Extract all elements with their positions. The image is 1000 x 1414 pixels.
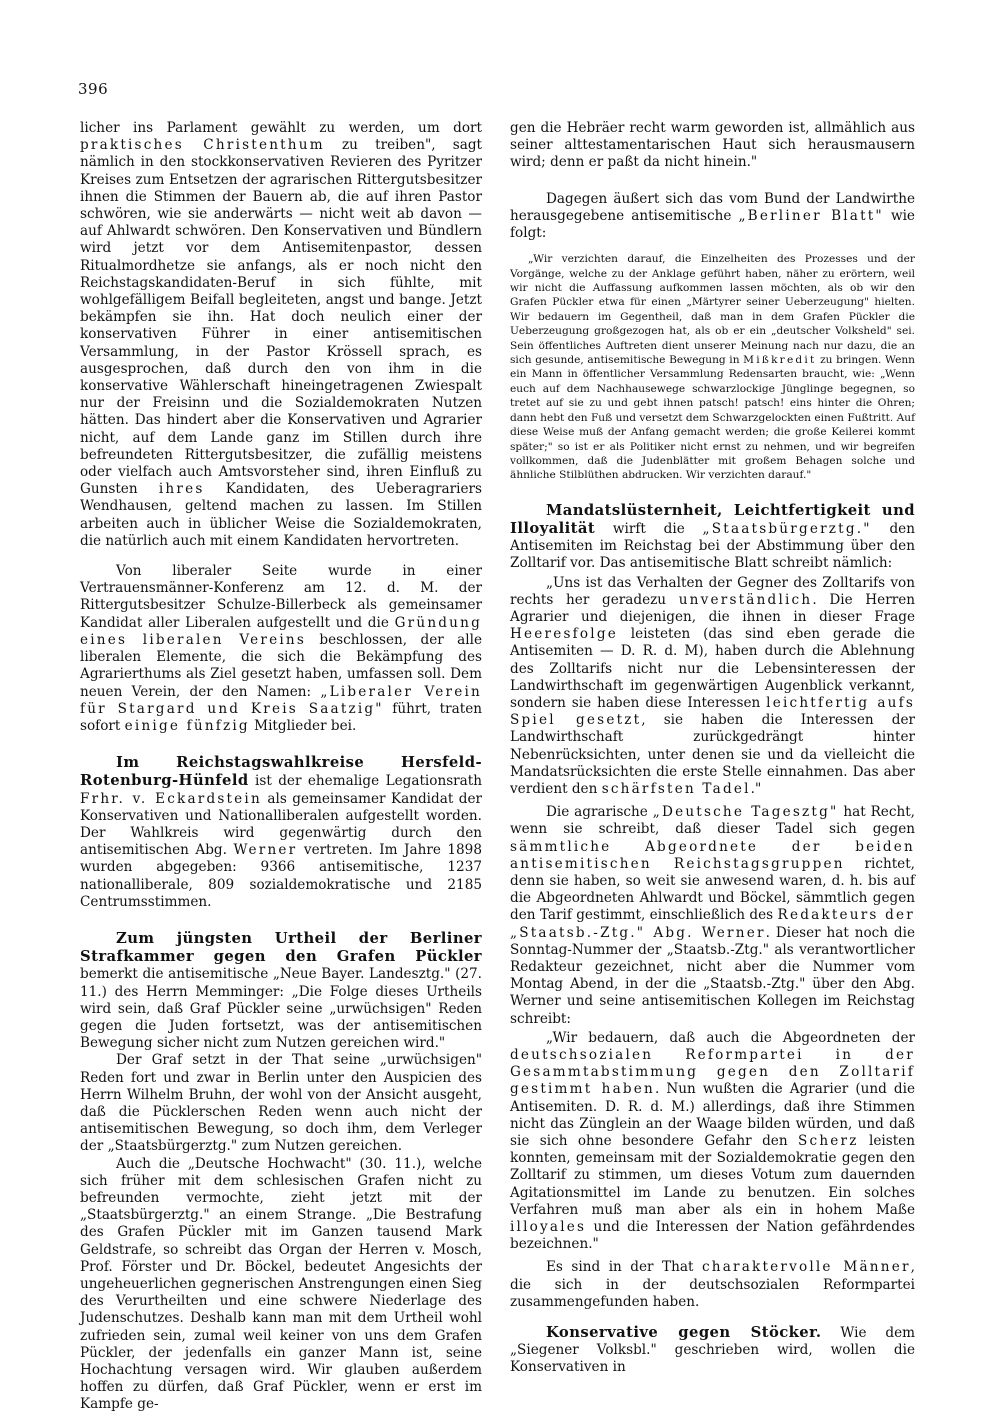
emphasis-text: deutschsozialen Reformpartei in der Gesammtabstimmung gegen den Zolltarif gestimmt haben [510,1047,915,1098]
left-column [80,120,482,1414]
quotation [510,575,915,799]
emphasis-text: unverständlich [678,591,813,608]
paragraph [80,120,482,550]
text-run: licher ins Parlament gewählt zu werden, um dort [80,120,482,136]
text-run: vertreten. Im Jahre 1898 wurden abgegeben: 9366 antisemitische, 1237 nationalliberale, 809 sozialdemokratische und 2185 Centrumsstimmen. [80,842,482,910]
text-run: ." [750,780,762,797]
emphasis-text: charaktervolle Männer [701,1259,911,1276]
text-run: „Wir bedauern, daß auch die Abgeordneten der [546,1029,915,1046]
emphasis-text: illoyales [510,1219,587,1236]
text-run: . Die Herren Agrarier und diejenigen, die ihnen in dieser Frage [510,591,916,625]
paragraph: Der Graf setzt in der That seine „urwüchsigen" Reden fort und zwar in Berlin unter den Auspicien des Herrn Wilhelm Bruhn, der wohl von der Ansicht ausgeht, daß die Pücklerschen Reden wenn auch nicht der antisemitischen Bewegung, so doch ihm, dem Verleger der „Staatsbürgerztg." zum Nutzen gereichen. [80,1052,482,1155]
paragraph [510,1030,915,1254]
emphasis-text: Redakteurs der „Staatsb.-Ztg." Abg. Werner [510,907,916,941]
emphasis-text: ihres [158,481,205,498]
paragraph [80,754,482,911]
paragraph [510,1259,915,1311]
text-run: wirft die [595,520,703,537]
right-column [510,120,915,1377]
text-run: Mitglieder bei. [249,717,357,734]
emphasis-text: „Deutsche Tagesztg" [652,804,839,821]
text-run: . Nun wußten die Agrarier (und die Antisemiten. D. R. d. M.) allerdings, daß ihre Stimmen nicht das Zünglein an der Waage bilden würden, und daß sie sich ohne besondere Gefahr den [510,1081,915,1150]
text-run: Die agrarische [546,804,653,821]
text-run: als gemeinsamer Kandidat der Konservativen und Nationalliberalen aufgestellt worden. Der Wahlkreis wird gegenwärtig durch den antisemitischen Abg. [80,790,482,859]
emphasis-text: Scherz [798,1133,859,1150]
paragraph [80,563,482,735]
paragraph [510,1324,915,1377]
text-run: richtet, denn sie haben, so weit sie anwesend waren, d. h. bis auf die Abgeordneten Ahlwardt und Böckel, sämmtlich gegen den Tarif gestimmt, einschließlich des [510,855,915,924]
text-run: hat Recht, wenn sie schreibt, daß dieser Tadel sich gegen [510,804,915,838]
emphasis-text: Frhr. v. Eckardstein [80,790,262,807]
emphasis-text: einige fünfzig [124,717,250,734]
emphasis-text: „Berliner Blatt" [738,207,884,224]
emphasis-text: praktisches Christenthum [80,137,325,154]
text-run: führt, traten sofort [80,700,482,734]
emphasis-text: sämmtliche Abgeordnete der beiden antisemitischen Reichstagsgruppen [510,838,915,872]
text-run: ist der ehemalige Legationsrath [248,773,482,790]
section-heading: Zum jüngsten Urtheil der Berliner Strafkammer gegen den Grafen Pückler [80,929,482,966]
text-run: zu bringen. Wenn ein Mann in öffentlicher Versammlung Redensarten braucht, wie: „Wenn euch auf dem Nachhausewege schwarzlockige Jünglinge begegnen, so tretet auf sie zu und gebt ihnen patsch! patsch! eins hinter die Ohren; dann hebt den Fuß und versetzt dem Schwarzgelockten einen Fußtritt. Auf diese Weise muß der Anfang gemacht werden; die große Keilerei kommt später;" so ist er als Politiker nicht ernst zu nehmen, und wir begreifen vollkommen, daß die Judenblätter mit großem Behagen solche und ähnliche Stilblüthen abdrucken. Wir verzichten darauf." [510,354,915,482]
text-run: Es sind in der That [546,1259,702,1276]
emphasis-text: leichtfertig aufs Spiel gesetzt [510,694,915,729]
emphasis-text: „Liberaler Verein für Stargard und Kreis Saatzig" [80,683,482,717]
text-run: Dagegen äußert sich das vom Bund der Landwirthe herausgegebene antisemitische [510,190,915,224]
paragraph [510,502,915,573]
paragraph: gen die Hebräer recht warm geworden ist, allmählich aus seiner alttestamentarischen Haut sich herausmausern wird; denn er paßt da nicht hinein." [510,120,915,171]
text-run: beschlossen, der alle liberalen Elemente, die sich die Bekämpfung des Agrarierthums als Ziel gesetzt haben, umfassen soll. Dem neuen Verein, der den Namen: [80,631,482,700]
paragraph [510,575,915,799]
text-run: den Antisemiten im Reichstag bei der Abstimmung über den Zolltarif vor. Das antisemitische Blatt schreibt nämlich: [510,520,915,572]
text-run: wie folgt: [510,207,915,242]
quotation [510,252,915,483]
text-run: leisten konnten, gemeinsam mit der Sozialdemokratie gegen den Zolltarif zu stimmen, um dieses Votum zum dauernden Agitationsmittel im Lande zu benutzen. Ein solches Verfahren muß man aber als ein in hohem Maße [510,1133,915,1218]
paragraph: Auch die „Deutsche Hochwacht" (30. 11.), welche sich früher mit dem schlesischen Grafen nicht zu befreunden vermochte, zieht jetzt mit der „Staatsbürgerztg." an einem Strange. „Die Bestrafung des Grafen Pückler mit im Ganzen tausend Mark Geldstrafe, so schreibt das Organ der Herren v. Mosch, Prof. Förster und Dr. Böckel, bedeutet Angesichts der ungeheuerlichen gegnerischen Anstrengungen einen Sieg des Verurtheilten und eine schwere Niederlage des Judenschutzes. Deshalb kann man mit dem Urtheil wohl zufrieden sein, zumal weil keiner von uns dem Grafen Pückler, der jedenfalls ein ganzer Mann ist, seine Hochachtung versagen wird. Wir glauben außerdem hoffen zu dürfen, daß Graf Pückler, wenn er erst im Kampfe ge- [80,1155,482,1413]
text-run: . Dieser hat noch die Sonntag-Nummer der „Staatsb.-Ztg." als verantwortlicher Redakteur gezeichnet, nicht aber die Nummer vom Montag Abend, in der die „Staatsb.-Ztg." über den Abg. Werner und seine antisemitischen Kollegen im Reichstag schreibt: [510,924,915,1027]
text-run: Wie dem „Siegener Volksbl." geschrieben wird, wollen die Konservativen in [510,1325,915,1376]
emphasis-text: Mißkredit [743,354,817,367]
emphasis-text: Gründung eines liberalen Vereins [80,614,482,648]
text-run: , die sich in der deutschsozialen Reformpartei zusammengefunden haben. [510,1259,915,1310]
text-run: „Wir verzichten darauf, die Einzelheiten des Prozesses und der Vorgänge, welche zu der Anklage geführt haben, näher zu erörtern, weil wir nicht die Auffassung aufkommen lassen möchten, als ob wir den Grafen Pückler etwa für einen „Märtyrer seiner Ueberzeugung" hielten. Wir bedauern im Gegentheil, daß man in dem Grafen Pückler die Ueberzeugung großgezogen hat, als ob er ein „deutscher Volksheld" sei. Sein öffentliches Auftreten dient unserer Meinung nach nur dazu, die an sich gesunde, antisemitische Bewegung in [510,253,915,367]
emphasis-text: Heeresfolge [510,626,618,643]
quotation [510,1030,915,1254]
emphasis-text: schärfsten Tadel [601,780,751,797]
text-run: leisteten (das sind eben gerade die Antisemiten — D. R. d. M), haben durch die Ablehnung des Zolltarifs nicht nur die Lebensinteressen der Landwirthschaft im gegenwärtigen Augenblick verkannt, sondern sie haben diese Interessen [510,626,915,711]
emphasis-text: „Staatsbürgerztg." [702,520,872,537]
page-number: 396 [78,80,109,98]
emphasis-text: Werner [233,842,298,859]
text-run: Von liberaler Seite wurde in einer Vertrauensmänner-Konferenz am 12. d. M. der Rittergutsbesitzer Schulze-Billerbeck als gemeinsamer Kandidat aller Liberalen aufgestellt und die [80,563,482,631]
paragraph [80,930,482,1052]
text-run: „Uns ist das Verhalten der Gegner des Zolltarifs von rechts her geradezu [510,574,915,608]
section-heading: Konservative gegen Stöcker. [546,1324,822,1342]
section-heading: Im Reichstagswahlkreise Hersfeld-Rotenburg-Hünfeld [80,754,482,790]
section-heading: Mandatslüsternheit, Leichtfertigkeit und Illoyalität [510,501,915,537]
text-run: , sie haben die Interessen der Landwirthschaft zurückgedrängt hinter Nebenrücksichten, unter denen sie und da vielleicht die Mandatsrücksichten die erste Stelle einnahmen. Das aber verdient den [510,712,916,797]
text-run: zu treiben", sagt nämlich in den stockkonservativen Revieren des Pyritzer Kreises zum Entsetzen der agrarischen Rittergutsbesitzer ihnen die Stimmen der Bauern ab, die auf ihren Pastor schwören, wie sie anderwärts — nicht weit ab davon — auf Ahlwardt schwören. Den Konservativen und Bündlern wird jetzt vor dem Antisemitenpastor, dessen Ritualmordhetze sie anfangs, als er noch nicht den Reichstagskandidaten-Beruf in sich fühlte, mit wohlgefälligem Beifall begleiteten, angst und bange. Jetzt bekämpfen sie ihn. Hat doch neulich einer der konservativen Führer in einer antisemitischen Versammlung, in der Pastor Krössell sprach, es ausgesprochen, daß durch den von ihm in die konservative Wählerschaft hineingetragenen Zwiespalt nur der Freisinn und die Sozialdemokraten Nutzen hätten. Das hindert aber die Konservativen und Agrarier nicht, auf dem Lande ganz im Stillen durch ihre befreundeten Rittergutsbesitzer, die zufällig meistens oder vielfach auch Amtsvorsteher sind, ihren Einfluß zu Gunsten [80,137,482,498]
text-run: und die Interessen der Nation gefährdendes bezeichnen." [510,1219,915,1253]
text-run: bemerkt die antisemitische „Neue Bayer. Landesztg." (27. 11.) des Herrn Memminger: „Die Folge dieses Urtheils wird sein, daß Graf Pückler seine „urwüchsigen" Reden gegen die Juden fortsetzt, was der antisemitischen Bewegung sicher nicht zum Nutzen gereichen wird." [80,966,482,1052]
paragraph [510,804,915,1028]
text-run: Kandidaten, des Ueberagrariers Wendhausen, geltend machen zu lassen. Im Stillen arbeiten auch in üblicher Weise die Sozialdemokraten, die natürlich auch mit einem Kandidaten hervortreten. [80,481,482,549]
paragraph [510,191,915,243]
